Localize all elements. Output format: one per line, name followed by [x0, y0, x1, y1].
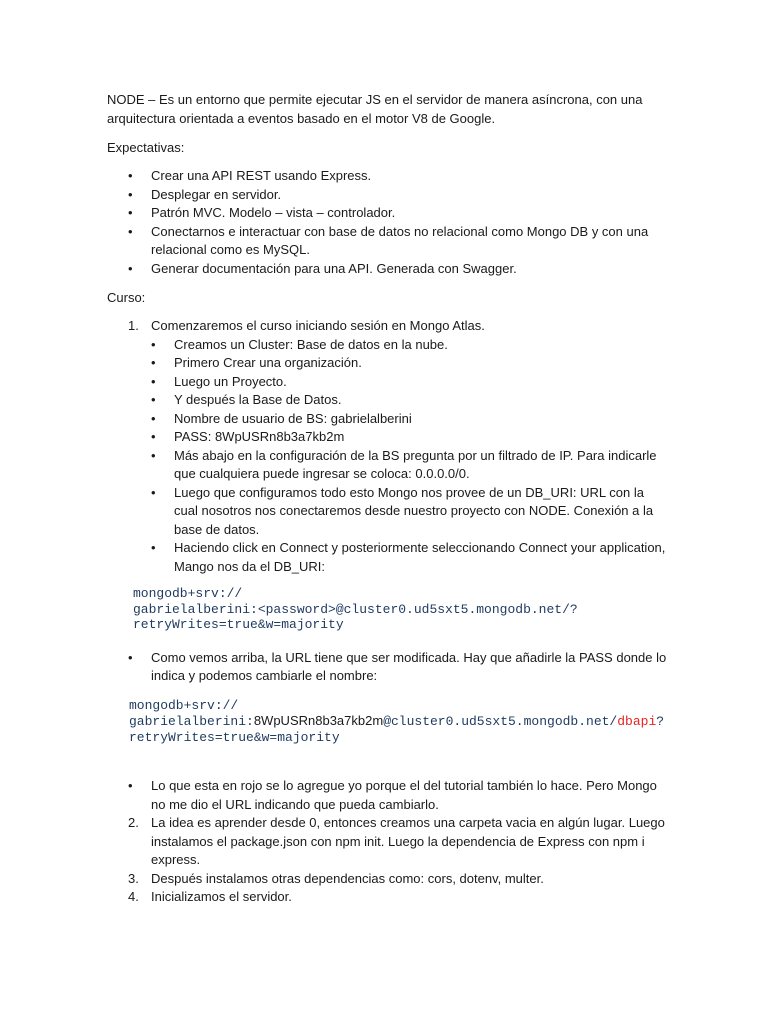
bullet-icon: •	[151, 447, 156, 463]
expectativas-heading: Expectativas:	[107, 140, 185, 155]
step-text: Comenzaremos el curso iniciando sesión en Mongo Atlas.	[151, 318, 485, 333]
bullet-icon: •	[128, 168, 133, 183]
list-item: • Patrón MVC. Modelo – vista – controlador.	[107, 204, 667, 223]
code-block-uri: mongodb+srv:// gabrielalberini:<password>@cluster0.ud5sxt5.mongodb.net/? retryWrites=true&w=majority	[133, 586, 578, 632]
list-item: • PASS: 8WpUSRn8b3a7kb2m	[107, 428, 667, 447]
bullet-icon: •	[128, 260, 133, 276]
bullet-icon: •	[151, 540, 156, 555]
bullet-icon: •	[128, 778, 133, 793]
bullet-icon: •	[128, 205, 133, 220]
list-item: • Crear una API REST usando Express.	[107, 167, 667, 186]
list-item: • Desplegar en servidor.	[107, 186, 667, 205]
bullet-icon: •	[151, 355, 156, 370]
step-2	[107, 814, 667, 870]
expectativas-list	[107, 167, 667, 278]
list-item: • Conectarnos e interactuar con base de datos no relacional como Mongo DB y con una relacional como es MySQL.	[128, 223, 649, 257]
bullet-icon: •	[151, 336, 156, 352]
bullet-icon: •	[151, 410, 156, 426]
bullet-icon: •	[151, 392, 156, 407]
code-block-uri-modified: mongodb+srv:// gabrielalberini:8WpUSRn8b3a7kb2m@cluster0.ud5sxt5.mongodb.net/dbapi? retryWrites=true&w=majority	[129, 697, 665, 745]
list-item: • Nombre de usuario de BS: gabrielalberini	[107, 410, 667, 429]
bullet-icon: •	[128, 223, 133, 239]
step-number: 1.	[128, 318, 139, 333]
list-item: • Luego que configuramos todo esto Mongo nos provee de un DB_URI: URL con la cual nosotros nos conectaremos desde nuestro proyecto con NODE. Conexión a la base de datos.	[151, 484, 654, 537]
step-text: Después instalamos otras dependencias como: cors, dotenv, multer.	[151, 870, 544, 886]
curso-heading: Curso:	[107, 290, 146, 305]
list-item: • Más abajo en la configuración de la BS pregunta por un filtrado de IP. Para indicarle que cualquiera puede ingresar se coloca: 0.0.0.0/0.	[151, 447, 657, 481]
list-item: • Primero Crear una organización.	[107, 354, 667, 373]
list-item: • Creamos un Cluster: Base de datos en la nube.	[107, 336, 667, 355]
document-page	[107, 90, 667, 907]
bullet-icon: •	[128, 649, 133, 665]
step-3	[107, 870, 667, 889]
note-list	[107, 649, 667, 686]
step-number: 4.	[128, 889, 139, 904]
list-item: • Luego un Proyecto.	[107, 373, 667, 392]
intro-paragraph: NODE – Es un entorno que permite ejecutar JS en el servidor de manera asíncrona, con una arquitectura orientada a eventos basado en el motor V8 de Google.	[107, 92, 643, 126]
list-item: • Y después la Base de Datos.	[107, 391, 667, 410]
list-item: • Lo que esta en rojo se lo agregue yo porque el del tutorial también lo hace. Pero Mongo no me dio el URL indicando que pueda cambiarlo.	[128, 778, 657, 812]
bullet-icon: •	[151, 484, 156, 500]
list-item: • Haciendo click en Connect y posteriormente seleccionando Connect your application, Mango nos da el DB_URI:	[151, 540, 666, 574]
bullet-icon: •	[128, 186, 133, 202]
step-4	[107, 888, 667, 907]
bullet-icon: •	[151, 373, 156, 389]
password-text: 8WpUSRn8b3a7kb2m	[253, 713, 384, 728]
step-number: 2.	[128, 815, 139, 830]
db-name-highlight: dbapi	[617, 714, 657, 729]
list-item: • Generar documentación para una API. Generada con Swagger.	[107, 260, 667, 279]
step-number: 3.	[128, 870, 139, 886]
note-list-2	[107, 777, 667, 814]
step-text: Inicializamos el servidor.	[151, 889, 292, 904]
bullet-icon: •	[151, 429, 156, 444]
step-1	[107, 317, 667, 336]
step-text: La idea es aprender desde 0, entonces creamos una carpeta vacia en algún lugar. Luego instalamos el package.json con npm init. Luego la dependencia de Express con npm i express.	[151, 815, 665, 867]
step-1-sublist	[107, 336, 667, 577]
list-item: • Como vemos arriba, la URL tiene que ser modificada. Hay que añadirle la PASS donde lo indica y podemos cambiarle el nombre:	[128, 649, 667, 683]
